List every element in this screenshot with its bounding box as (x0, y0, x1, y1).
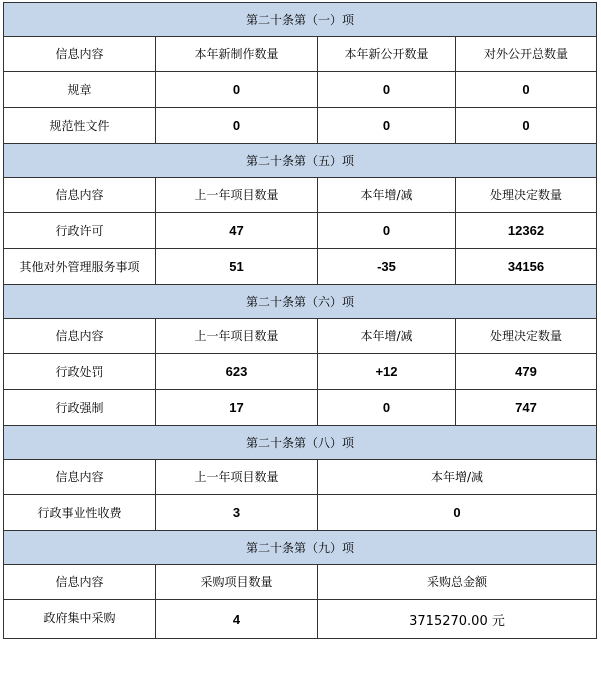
column-header: 采购项目数量 (156, 565, 318, 600)
cell-value: 0 (318, 213, 456, 249)
column-header-row (4, 460, 597, 495)
disclosure-statistics-table (3, 2, 597, 639)
column-header: 采购总金额 (318, 565, 597, 600)
table-row (4, 108, 597, 144)
section-title: 第二十条第（五）项 (4, 144, 597, 178)
column-header-row (4, 319, 597, 354)
cell-value: 47 (156, 213, 318, 249)
column-header: 信息内容 (4, 319, 156, 354)
cell-value: 0 (456, 72, 597, 108)
row-label: 行政处罚 (4, 354, 156, 390)
column-header: 本年增/减 (318, 319, 456, 354)
column-header: 对外公开总数量 (456, 37, 597, 72)
table-row (4, 390, 597, 426)
cell-value: 12362 (456, 213, 597, 249)
section-title: 第二十条第（八）项 (4, 426, 597, 460)
column-header: 处理决定数量 (456, 319, 597, 354)
cell-value: 0 (318, 495, 597, 531)
column-header-row (4, 178, 597, 213)
cell-value: 51 (156, 249, 318, 285)
column-header: 上一年项目数量 (156, 178, 318, 213)
column-header: 处理决定数量 (456, 178, 597, 213)
section-header-row (4, 426, 597, 460)
row-label: 行政事业性收费 (4, 495, 156, 531)
column-header: 本年新制作数量 (156, 37, 318, 72)
column-header-row (4, 37, 597, 72)
table-row (4, 495, 597, 531)
cell-value: 4 (156, 600, 318, 639)
column-header: 本年新公开数量 (318, 37, 456, 72)
row-label: 规范性文件 (4, 108, 156, 144)
row-label: 其他对外管理服务事项 (4, 249, 156, 285)
cell-value: 34156 (456, 249, 597, 285)
disclosure-table-container (3, 2, 596, 639)
table-row (4, 354, 597, 390)
cell-value: 3715270.00 元 (318, 600, 597, 639)
section-header-row (4, 144, 597, 178)
column-header-row (4, 565, 597, 600)
cell-value: 747 (456, 390, 597, 426)
cell-value: 3 (156, 495, 318, 531)
cell-value: -35 (318, 249, 456, 285)
column-header: 本年增/减 (318, 178, 456, 213)
row-label: 行政许可 (4, 213, 156, 249)
section-title: 第二十条第（九）项 (4, 531, 597, 565)
cell-value: 479 (456, 354, 597, 390)
cell-value: 0 (318, 390, 456, 426)
cell-value: 17 (156, 390, 318, 426)
column-header: 信息内容 (4, 565, 156, 600)
table-row (4, 600, 597, 639)
section-header-row (4, 531, 597, 565)
cell-value: +12 (318, 354, 456, 390)
column-header: 上一年项目数量 (156, 460, 318, 495)
cell-value: 623 (156, 354, 318, 390)
cell-value: 0 (318, 108, 456, 144)
table-row (4, 72, 597, 108)
column-header: 信息内容 (4, 37, 156, 72)
table-row (4, 213, 597, 249)
table-row (4, 249, 597, 285)
section-title: 第二十条第（六）项 (4, 285, 597, 319)
column-header: 信息内容 (4, 460, 156, 495)
row-label: 政府集中采购 (4, 600, 156, 639)
cell-value: 0 (456, 108, 597, 144)
cell-value: 0 (156, 108, 318, 144)
column-header: 本年增/减 (318, 460, 597, 495)
section-title: 第二十条第（一）项 (4, 3, 597, 37)
cell-value: 0 (318, 72, 456, 108)
cell-value: 0 (156, 72, 318, 108)
section-header-row (4, 285, 597, 319)
column-header: 信息内容 (4, 178, 156, 213)
section-header-row (4, 3, 597, 37)
column-header: 上一年项目数量 (156, 319, 318, 354)
row-label: 规章 (4, 72, 156, 108)
row-label: 行政强制 (4, 390, 156, 426)
